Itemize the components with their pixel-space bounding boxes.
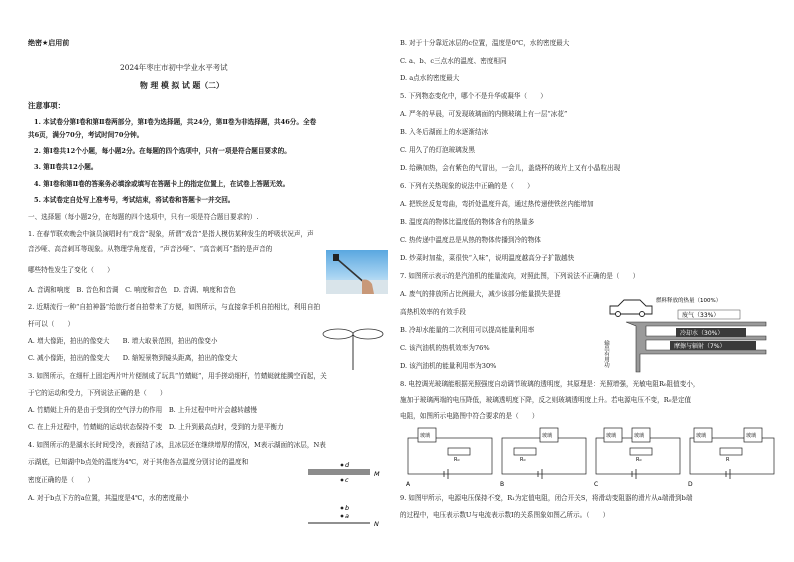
question-line: 哪些特性发生了变化（ ） [28,266,114,274]
question-line: 6. 下列有关热现象的说法中正确的是（ ） [400,182,534,190]
notes-heading: 注意事项： [28,101,65,110]
question-line: 施加于玻璃两端的电压降低，玻璃透明度下降，反之则玻璃透明度上升。若电源电压不变，R₀是定值 [400,396,692,404]
question-line: 1. 在春节联欢晚会中演员演唱时有“戏音”现象，所谓“戏音”是指人模仿某种发生的呼吸状况声，声 [28,230,314,238]
energy-output: 输出有用功 [603,340,609,368]
note-line: 2. 第Ⅰ卷共12个小题，每小题2分。在每题的四个选项中，只有一项是符合题目要求的。 [34,147,291,155]
energy-cooling: 冷却水（30%） [680,330,724,337]
question-line: 密度正确的是（ ） [28,476,94,484]
question-line: 于它的运动和受力，下列说法正确的是（ ） [28,389,167,397]
question-line: 电阻，如图所示电路图中符合要求的是（ ） [400,412,539,420]
lake-label-m: M [374,470,380,478]
question-line: 9. 如图甲所示，电源电压保持不变，R₁为定值电阻，闭合开关S，将滑动变阻器的滑片从a端滑到b端 [400,494,693,502]
question-option: D. 该汽油机的能量利用率为30% [400,362,497,370]
question-option: A. 把铁丝反复弯曲，弯折处温度升高，通过热传递使铁丝内能增加 [400,200,594,208]
svg-text:R₀: R₀ [454,457,460,463]
svg-text:玻璃: 玻璃 [542,433,553,439]
circuit-option-d [688,428,774,488]
secret-mark: 绝密★启用前 [28,39,70,47]
question-option: C. a、b、c三点水的温度、密度相同 [400,57,507,65]
note-line: 共6页，满分70分，考试时间70分钟。 [28,131,144,139]
lake-label-a: a [345,512,349,520]
question-option: C. 减小像距，拍出的像变大 D. 缩短景物到镜头距离，拍出的像变大 [28,354,238,362]
question-option: B. 对于十分靠近冰层的c位置，温度是0℃，水的密度最大 [400,39,570,47]
question-option: A. 废气的排放所占比例最大，减少该部分能量损失是提 [400,290,561,298]
svg-text:R₀: R₀ [636,457,642,463]
question-option: 高热机效率的有效手段 [400,308,466,316]
energy-flow-figure [604,288,776,370]
question-option: D. a点水的密度最大 [400,74,460,82]
question-line: 杆可以（ ） [28,320,75,328]
circuit-options-figure [404,426,782,488]
question-option: B. 冷却水能量的二次利用可以提高能量利用率 [400,326,535,334]
svg-text:玻璃: 玻璃 [746,433,757,439]
question-option: D. 炒菜时加盐，菜很快“入味”，说明温度越高分子扩散越快 [400,254,575,262]
note-line: 3. 第Ⅱ卷共12小题。 [34,163,98,171]
svg-text:玻璃: 玻璃 [606,433,617,439]
question-option: A. 音调和响度 B. 音色和音调 C. 响度和音色 D. 音调、响度和音色 [28,286,236,294]
question-option: C. 在上升过程中，竹蜻蜓的运动状态保持不变 D. 上升到最高点时，受到的力是平衡力 [28,423,284,431]
question-line: 2. 近期流行一种“自拍神器”给旅行者自拍带来了方便，如图所示，与直接拿手机自拍相比，利用自拍 [28,303,321,311]
subject-title: 物 理 模 拟 试 题（二） [140,81,224,90]
note-line: 5. 本试卷定自处写上准考号，考试结束，将试卷和答题卡一并交回。 [34,196,235,204]
question-option: A. 竹蜻蜓上升的是由于受到的空气浮力的作用 B. 上升过程中叶片会越转越慢 [28,406,257,414]
lake-label-c: c [345,476,349,484]
question-option: A. 严冬的早晨，可发现玻璃面的内侧玻璃上有一层“冰花” [400,110,568,118]
selfie-photo [326,250,388,294]
lake-label-n: N [374,520,379,528]
circuit-label-b: B [500,481,505,488]
energy-friction: 摩擦与辐射（7%） [674,343,726,350]
circuit-option-a [406,428,492,488]
energy-title: 燃料释放的热量（100%） [656,298,722,304]
circuit-label-d: D [688,481,693,488]
circuit-label-c: C [594,481,599,488]
lake-label-d: d [345,461,350,469]
question-option: D. 给碘加热，会有紫色的气冒出，一会儿，盖烧杯的玻片上又有小晶粒出现 [400,164,621,172]
question-line: 的过程中，电压表示数U与电流表示数I的关系图象如图乙所示。（ ） [400,511,610,519]
energy-exhaust: 废气（33%） [682,312,720,319]
question-line: 5. 下列物态变化中，哪个不是升华或凝华（ ） [400,92,547,100]
question-option: C. 热传递中温度总是从热的物体传播到冷的物体 [400,236,541,244]
question-line: 3. 如图所示，在细杆上固定两片叶片便制成了玩具“竹蜻蜓”，用手搓动细杆，竹蜻蜓就能腾空而起，关 [28,372,327,380]
question-option: A. 增大像距，拍出的像变大 B. 增大取景范围，拍出的像变小 [28,337,218,345]
svg-text:玻璃: 玻璃 [420,433,431,439]
exam-title: 2024年枣庄市初中学业水平考试 [120,63,228,72]
lake-label-b: b [345,504,350,512]
question-line: 7. 如图所示表示的是汽油机的能量流向，对照此图，下列说法不正确的是（ ） [400,272,640,280]
bamboo-dragonfly-figure [322,326,384,372]
question-option: B. 入冬后湖面上的水逐渐结冰 [400,128,489,136]
svg-text:R: R [726,457,730,463]
circuit-option-b [500,428,586,488]
question-line: 示湖底，已知湖中b点处的温度为4℃，对于其他各点温度分别讨论的温度和 [28,458,249,466]
question-line: 音沙哑、高音刺耳等现象。从物理学角度看，“声音沙哑”、“高音刺耳”指的是声音的 [28,245,273,253]
svg-text:玻璃: 玻璃 [634,433,645,439]
circuit-label-a: A [406,481,411,488]
question-line: 4. 如图所示的是湖水长时间受冷，表面结了冰，且冰层还在继续增厚的情况，M表示湖面的冰层，N表 [28,441,326,449]
svg-text:玻璃: 玻璃 [696,433,707,439]
question-option: A. 对于b点下方的a位置，其温度是4℃，水的密度最小 [28,494,189,502]
lake-figure [306,460,390,526]
section-title: 一、选择题（每小题2分，在每题的四个选项中，只有一项是符合题目要求的）. [28,213,259,221]
question-option: C. 用久了的灯泡玻璃发黑 [400,146,475,154]
svg-text:R₀: R₀ [520,457,526,463]
note-line: 1. 本试卷分第Ⅰ卷和第Ⅱ卷两部分，第Ⅰ卷为选择题，共24分，第Ⅱ卷为非选择题，共46分。全卷 [34,118,317,126]
question-line: 8. 电控调光玻璃能根据光照强度自动调节玻璃的透明度，其原理是：光照增强，光敏电阻R₀阻值变小， [400,380,700,388]
question-option: C. 该汽油机的热机效率为76% [400,344,490,352]
question-option: B. 温度高的物体比温度低的物体含有的热量多 [400,218,535,226]
circuit-option-c [594,428,680,488]
note-line: 4. 第Ⅰ卷和第Ⅱ卷的答案务必填涂或填写在答题卡上的指定位置上，在试卷上答题无效。 [34,180,290,188]
